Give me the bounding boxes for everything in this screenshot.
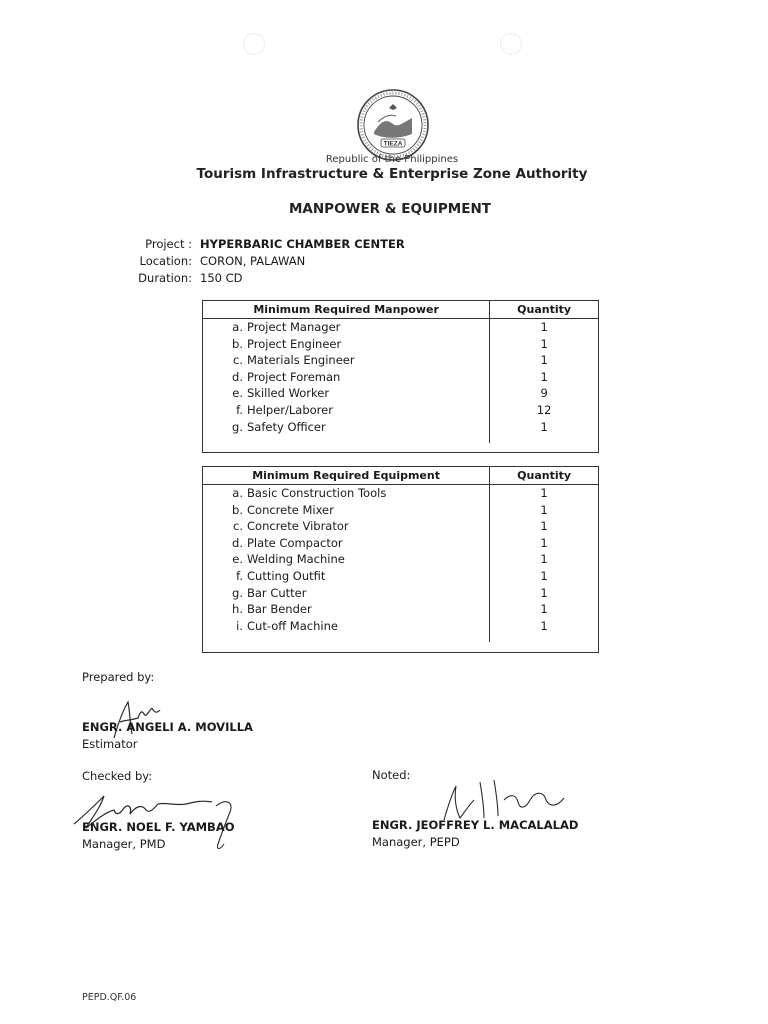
- item-name: Concrete Vibrator: [247, 519, 349, 534]
- item-qty: 1: [540, 519, 548, 534]
- item-name: Project Engineer: [247, 336, 342, 351]
- manpower-qty-header: Quantity: [490, 301, 598, 319]
- noted-name: ENGR. JEOFFREY L. MACALALAD: [372, 818, 579, 832]
- item-name: Safety Officer: [247, 419, 326, 434]
- equipment-header-row: [203, 467, 598, 485]
- item-letter: e.: [232, 386, 243, 401]
- location-value: CORON, PALAWAN: [200, 254, 306, 268]
- location-row: [0, 253, 768, 270]
- item-letter: a.: [232, 486, 243, 500]
- item-letter: g.: [232, 419, 243, 434]
- seal-text: TIEZA: [383, 140, 403, 148]
- manpower-table: [203, 301, 598, 443]
- manpower-header-row: [203, 301, 598, 319]
- table-row: [203, 551, 598, 568]
- item-qty: 1: [540, 320, 548, 334]
- item-name: Materials Engineer: [247, 353, 355, 368]
- item-letter: g.: [232, 585, 243, 600]
- item-name: Concrete Mixer: [247, 502, 334, 517]
- item-qty: 1: [540, 502, 548, 517]
- manpower-col-header: Minimum Required Manpower: [203, 301, 490, 319]
- tieza-seal-logo: [356, 88, 430, 162]
- item-qty: 1: [540, 585, 548, 600]
- punch-hole-left: [243, 33, 265, 55]
- table-row: [203, 601, 598, 618]
- table-row: [203, 352, 598, 369]
- location-label: Location:: [139, 254, 192, 268]
- checked-by-name: ENGR. NOEL F. YAMBAO: [82, 820, 235, 834]
- item-qty: 1: [540, 486, 548, 500]
- table-row: [203, 385, 598, 402]
- item-qty: 1: [540, 602, 548, 617]
- table-row: [203, 535, 598, 552]
- equipment-table: [203, 467, 598, 642]
- duration-label: Duration:: [138, 271, 192, 285]
- table-row: [203, 502, 598, 519]
- item-name: Cutting Outfit: [247, 568, 326, 583]
- item-letter: b.: [232, 336, 243, 351]
- equipment-table-frame: [202, 466, 599, 653]
- duration-value: 150 CD: [200, 271, 243, 285]
- project-row: [0, 236, 768, 253]
- item-name: Welding Machine: [247, 552, 345, 567]
- project-details: [0, 236, 768, 288]
- prepared-by-position: Estimator: [82, 737, 138, 751]
- item-qty: 9: [540, 386, 548, 401]
- duration-row: [0, 270, 768, 287]
- noted-position: Manager, PEPD: [372, 835, 460, 849]
- agency-name: Tourism Infrastructure & Enterprise Zone Authority: [196, 166, 588, 182]
- table-row: [203, 369, 598, 386]
- item-qty: 1: [540, 618, 548, 633]
- table-row: [203, 585, 598, 602]
- item-letter: i.: [236, 618, 243, 633]
- form-code: PEPD.QF.06: [82, 992, 137, 1003]
- item-name: Cut-off Machine: [247, 618, 338, 633]
- item-letter: c.: [233, 519, 243, 534]
- prepared-by-name: ENGR. ANGELI A. MOVILLA: [82, 720, 253, 734]
- item-qty: 12: [536, 402, 552, 417]
- table-row: [203, 568, 598, 585]
- prepared-by-label: Prepared by:: [82, 670, 155, 684]
- table-row: [203, 336, 598, 353]
- checked-by-label: Checked by:: [82, 769, 153, 783]
- item-letter: c.: [233, 353, 243, 368]
- item-letter: b.: [232, 502, 243, 517]
- equipment-col-header: Minimum Required Equipment: [203, 467, 490, 485]
- item-qty: 1: [540, 535, 548, 550]
- republic-heading: Republic of the Philippines: [325, 154, 459, 165]
- item-qty: 1: [540, 552, 548, 567]
- item-qty: 1: [540, 353, 548, 368]
- manpower-table-frame: [202, 300, 599, 453]
- project-value: HYPERBARIC CHAMBER CENTER: [200, 237, 405, 251]
- item-name: Project Manager: [247, 320, 341, 334]
- table-row: [203, 485, 598, 502]
- noted-label: Noted:: [372, 768, 411, 782]
- table-row: [203, 419, 598, 443]
- item-name: Skilled Worker: [247, 386, 330, 401]
- item-letter: d.: [232, 535, 243, 550]
- item-name: Helper/Laborer: [247, 402, 333, 417]
- table-row: [203, 518, 598, 535]
- item-name: Plate Compactor: [247, 535, 343, 550]
- table-row: [203, 402, 598, 419]
- item-name: Project Foreman: [247, 369, 341, 384]
- item-qty: 1: [540, 369, 548, 384]
- item-name: Basic Construction Tools: [247, 486, 387, 500]
- table-row: [203, 319, 598, 336]
- item-letter: e.: [232, 552, 243, 567]
- document-title: MANPOWER & EQUIPMENT: [289, 201, 491, 217]
- item-letter: h.: [232, 602, 243, 617]
- checked-by-position: Manager, PMD: [82, 837, 166, 851]
- item-name: Bar Cutter: [247, 585, 307, 600]
- punch-hole-right: [500, 33, 522, 55]
- item-name: Bar Bender: [247, 602, 312, 617]
- item-qty: 1: [540, 419, 548, 434]
- table-row: [203, 618, 598, 642]
- item-qty: 1: [540, 336, 548, 351]
- item-letter: d.: [232, 369, 243, 384]
- item-letter: a.: [232, 320, 243, 334]
- equipment-qty-header: Quantity: [490, 467, 598, 485]
- item-letter: f.: [236, 568, 243, 583]
- project-label: Project :: [145, 237, 192, 251]
- item-qty: 1: [540, 568, 548, 583]
- item-letter: f.: [236, 402, 243, 417]
